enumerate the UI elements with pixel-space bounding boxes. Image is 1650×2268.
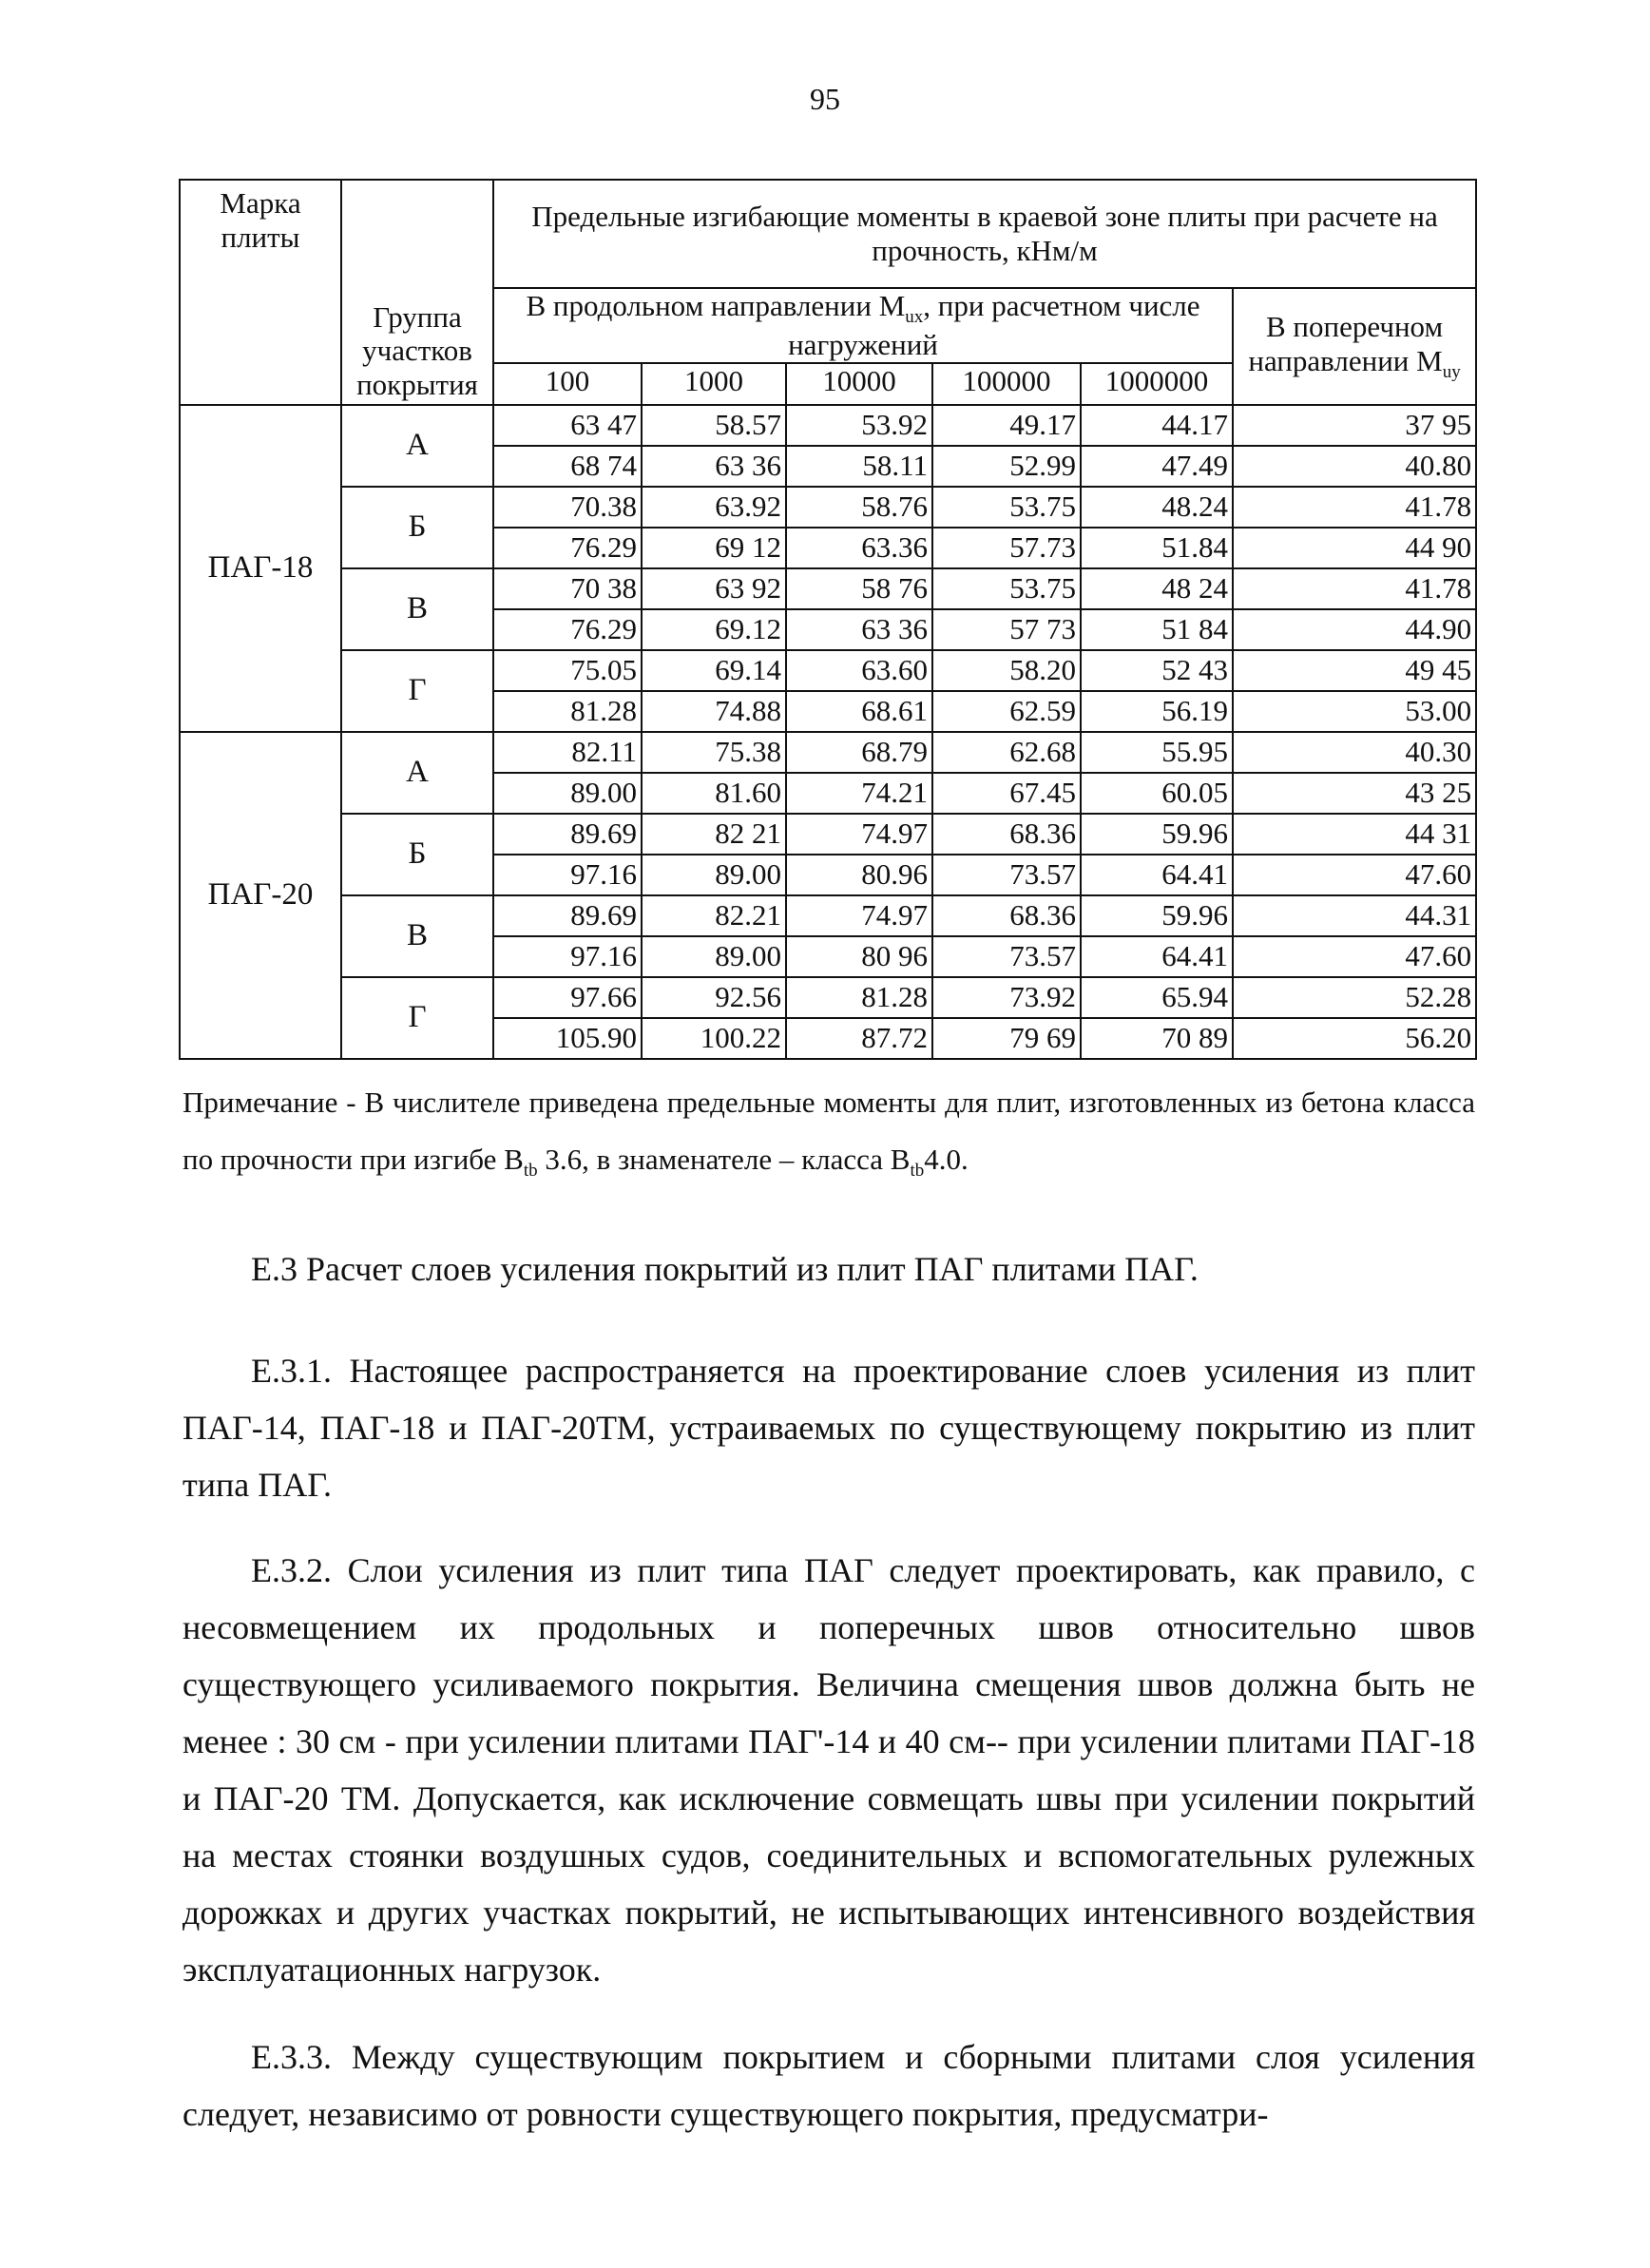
value-cell: 81.28 [786,977,932,1018]
group-cell: В [341,568,493,650]
value-cell: 40.80 [1233,446,1476,487]
value-cell: 56.20 [1233,1018,1476,1059]
value-cell: 44.17 [1081,405,1233,446]
table-row [180,487,1476,528]
value-cell: 89.00 [493,773,642,814]
value-cell: 58.20 [932,650,1081,691]
section-heading: Е.3 Расчет слоев усиления покрытий из плит ПАГ плитами ПАГ. [251,1250,1199,1288]
value-cell: 53.75 [932,487,1081,528]
table-row [180,568,1476,609]
value-cell: 70 38 [493,568,642,609]
value-cell: 52 43 [1081,650,1233,691]
value-cell: 76.29 [493,528,642,568]
value-cell: 68.79 [786,732,932,773]
value-cell: 63 92 [642,568,786,609]
value-cell: 49.17 [932,405,1081,446]
value-cell: 58 76 [786,568,932,609]
value-cell: 87.72 [786,1018,932,1059]
value-cell: 68.36 [932,895,1081,936]
group-cell: Г [341,977,493,1059]
brand-cell: ПАГ-20 [180,732,341,1059]
brand-cell: ПАГ-18 [180,405,341,732]
value-cell: 44 31 [1233,814,1476,855]
moments-table [179,179,1477,1060]
value-cell: 44.90 [1233,609,1476,650]
value-cell: 62.68 [932,732,1081,773]
value-cell: 63.92 [642,487,786,528]
value-cell: 51 84 [1081,609,1233,650]
value-cell: 47.60 [1233,936,1476,977]
value-cell: 89.00 [642,855,786,895]
value-cell: 53.00 [1233,691,1476,732]
table-row [180,814,1476,855]
header-load-count: 100000 [932,363,1081,405]
value-cell: 79 69 [932,1018,1081,1059]
table-note: Примечание - В числителе приведена предельные моменты для плит, изготовленных из бетона класса по прочности при изгибе $B_{tb}$ 3.6, в знаменателе – класса $B_{tb}4.0$. [182,1086,1475,1182]
header-brand: Марка плиты [180,180,341,405]
group-cell: В [341,895,493,977]
group-cell: А [341,405,493,487]
table-row [180,650,1476,691]
value-cell: 74.21 [786,773,932,814]
value-cell: 59.96 [1081,895,1233,936]
value-cell: 75.38 [642,732,786,773]
value-cell: 69.14 [642,650,786,691]
table-row [180,732,1476,773]
group-cell: Б [341,814,493,895]
value-cell: 58.76 [786,487,932,528]
value-cell: 60.05 [1081,773,1233,814]
value-cell: 75.05 [493,650,642,691]
value-cell: 74.97 [786,895,932,936]
header-transverse: В поперечном направлении $M_{uy}$ [1233,288,1476,405]
value-cell: 62.59 [932,691,1081,732]
value-cell: 81.28 [493,691,642,732]
paragraph-e33: Е.3.3. Между существующим покрытием и сборными плитами слоя усиления следует, независимо от ровности существующего покрытия, предусматри- [182,2038,1475,2133]
value-cell: 58.11 [786,446,932,487]
value-cell: 97.16 [493,855,642,895]
value-cell: 49 45 [1233,650,1476,691]
value-cell: 64.41 [1081,855,1233,895]
table-body [180,405,1476,1059]
value-cell: 74.88 [642,691,786,732]
header-load-count: 10000 [786,363,932,405]
value-cell: 63 47 [493,405,642,446]
value-cell: 97.66 [493,977,642,1018]
header-load-count: 100 [493,363,642,405]
value-cell: 63 36 [642,446,786,487]
value-cell: 69 12 [642,528,786,568]
header-longitudinal: В продольном направлении $M_{ux}$, при расчетном числе нагружений [493,288,1233,363]
value-cell: 74.97 [786,814,932,855]
value-cell: 89.69 [493,895,642,936]
value-cell: 70 89 [1081,1018,1233,1059]
value-cell: 43 25 [1233,773,1476,814]
value-cell: 57.73 [932,528,1081,568]
value-cell: 80.96 [786,855,932,895]
value-cell: 41.78 [1233,568,1476,609]
value-cell: 58.57 [642,405,786,446]
value-cell: 73.57 [932,855,1081,895]
value-cell: 47.60 [1233,855,1476,895]
group-cell: Г [341,650,493,732]
value-cell: 57 73 [932,609,1081,650]
page-number: 95 [810,82,840,116]
header-main: Предельные изгибающие моменты в краевой зоне плиты при расчете на прочность, кНм/м [493,180,1476,288]
value-cell: 59.96 [1081,814,1233,855]
value-cell: 47.49 [1081,446,1233,487]
value-cell: 68 74 [493,446,642,487]
value-cell: 37 95 [1233,405,1476,446]
group-cell: А [341,732,493,814]
value-cell: 73.57 [932,936,1081,977]
table-row [180,977,1476,1018]
value-cell: 63 36 [786,609,932,650]
value-cell: 89.00 [642,936,786,977]
value-cell: 82.11 [493,732,642,773]
value-cell: 52.99 [932,446,1081,487]
value-cell: 76.29 [493,609,642,650]
value-cell: 73.92 [932,977,1081,1018]
value-cell: 52.28 [1233,977,1476,1018]
paragraph-e31: Е.3.1. Настоящее распространяется на проектирование слоев усиления из плит ПАГ-14, ПАГ-18 и ПАГ-20ТМ, устраиваемых по существующему покрытию из плит типа ПАГ. [182,1352,1475,1504]
value-cell: 92.56 [642,977,786,1018]
value-cell: 48 24 [1081,568,1233,609]
value-cell: 82.21 [642,895,786,936]
value-cell: 89.69 [493,814,642,855]
value-cell: 82 21 [642,814,786,855]
value-cell: 55.95 [1081,732,1233,773]
value-cell: 100.22 [642,1018,786,1059]
paragraph-e32: Е.3.2. Слои усиления из плит типа ПАГ следует проектировать, как правило, с несовмещением их продольных и поперечных швов относительно швов существующего усиливаемого покрытия. Величина смещения швов должна быть не менее : 30 см - при усилении плитами ПАГ'-14 и 40 см-- при усилении плитами ПАГ-18 и ПАГ-20 ТМ. Допускается, как исключение совмещать швы при усилении покрытий на местах стоянки воздушных судов, соединительных и вспомогательных рулежных дорожках и других участках покрытий, не испытывающих интенсивного воздействия эксплуатационных нагрузок. [182,1551,1475,1989]
header-group: Группа участков покрытия [341,180,493,405]
value-cell: 44 90 [1233,528,1476,568]
value-cell: 41.78 [1233,487,1476,528]
value-cell: 97.16 [493,936,642,977]
value-cell: 63.36 [786,528,932,568]
header-load-count: 1000000 [1081,363,1233,405]
value-cell: 44.31 [1233,895,1476,936]
table-row [180,405,1476,446]
value-cell: 70.38 [493,487,642,528]
value-cell: 65.94 [1081,977,1233,1018]
table-row [180,895,1476,936]
value-cell: 67.45 [932,773,1081,814]
header-load-count: 1000 [642,363,786,405]
value-cell: 53.75 [932,568,1081,609]
value-cell: 64.41 [1081,936,1233,977]
value-cell: 63.60 [786,650,932,691]
value-cell: 48.24 [1081,487,1233,528]
value-cell: 68.61 [786,691,932,732]
value-cell: 68.36 [932,814,1081,855]
value-cell: 51.84 [1081,528,1233,568]
value-cell: 81.60 [642,773,786,814]
value-cell: 40.30 [1233,732,1476,773]
value-cell: 53.92 [786,405,932,446]
value-cell: 69.12 [642,609,786,650]
value-cell: 105.90 [493,1018,642,1059]
value-cell: 80 96 [786,936,932,977]
group-cell: Б [341,487,493,568]
value-cell: 56.19 [1081,691,1233,732]
